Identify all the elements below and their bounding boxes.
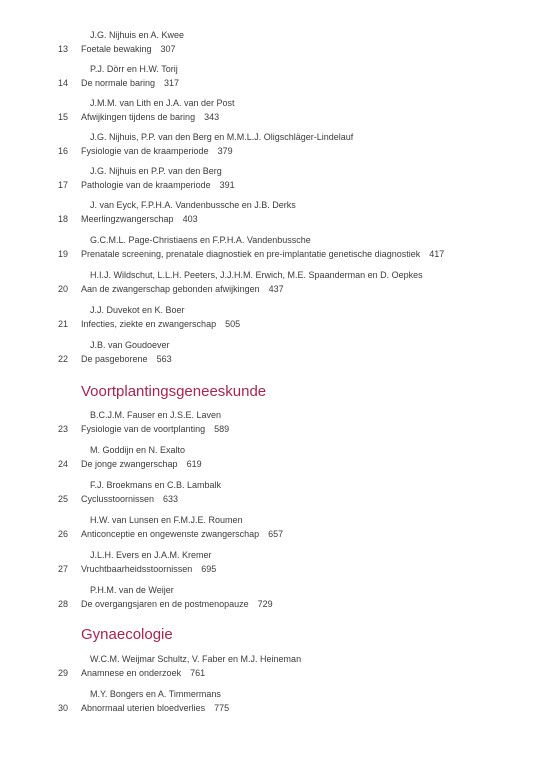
chapter-page: 589 [214, 424, 230, 434]
chapter-page: 437 [268, 284, 284, 294]
chapter-authors: J.M.M. van Lith en J.A. van der Post [90, 98, 235, 108]
chapter-title: Abnormaal uterien bloedverlies [81, 703, 206, 713]
chapter-title: Cyclusstoornissen [81, 494, 155, 504]
chapter-authors: J.L.H. Evers en J.A.M. Kremer [90, 550, 212, 560]
chapter-number: 22 [58, 354, 69, 364]
chapter-authors: M.Y. Bongers en A. Timmermans [90, 689, 221, 699]
chapter-title-line [81, 668, 205, 679]
chapter-title: Prenatale screening, prenatale diagnostiek en pre-implantatie genetische diagnostiek [81, 249, 421, 259]
chapter-number: 21 [58, 319, 69, 329]
chapter-title: Anamnese en onderzoek [81, 668, 182, 678]
chapter-title: De overgangsjaren en de postmenopauze [81, 599, 249, 609]
chapter-page: 619 [186, 459, 202, 469]
chapter-number: 20 [58, 284, 69, 294]
chapter-page: 417 [429, 249, 445, 259]
chapter-authors: J.G. Nijhuis en P.P. van den Berg [90, 166, 222, 176]
chapter-title: Aan de zwangerschap gebonden afwijkingen [81, 284, 260, 294]
chapter-number: 13 [58, 44, 69, 54]
chapter-title: Fysiologie van de voortplanting [81, 424, 206, 434]
chapter-title: De jonge zwangerschap [81, 459, 178, 469]
section-heading-voortplantingsgeneeskunde: Voortplantingsgeneeskunde [81, 383, 267, 400]
chapter-page: 307 [160, 44, 176, 54]
chapter-number: 29 [58, 668, 69, 678]
chapter-number: 27 [58, 564, 69, 574]
chapter-title: Infecties, ziekte en zwangerschap [81, 319, 217, 329]
chapter-title: Meerlingzwangerschap [81, 214, 174, 224]
chapter-page: 761 [190, 668, 206, 678]
chapter-title: Afwijkingen tijdens de baring [81, 112, 196, 122]
chapter-title: De normale baring [81, 78, 156, 88]
chapter-authors: P.H.M. van de Weijer [90, 585, 174, 595]
chapter-authors: J. van Eyck, F.P.H.A. Vandenbussche en J.B. Derks [90, 200, 296, 210]
section-heading-gynaecologie: Gynaecologie [81, 626, 173, 643]
chapter-authors: F.J. Broekmans en C.B. Lambalk [90, 480, 222, 490]
chapter-title-line [81, 78, 179, 89]
chapter-authors: G.C.M.L. Page-Christiaens en F.P.H.A. Vandenbussche [90, 235, 311, 245]
chapter-authors: J.B. van Goudoever [90, 340, 170, 350]
chapter-authors: P.J. Dörr en H.W. Torij [90, 64, 178, 74]
chapter-title-line [81, 146, 233, 157]
chapter-page: 391 [219, 180, 235, 190]
chapter-authors: J.G. Nijhuis en A. Kwee [90, 30, 185, 40]
chapter-page: 563 [156, 354, 172, 364]
chapter-page: 343 [204, 112, 220, 122]
chapter-number: 24 [58, 459, 69, 469]
chapter-authors: J.G. Nijhuis, P.P. van den Berg en M.M.L.J. Oligschläger-Lindelauf [90, 132, 354, 142]
chapter-number: 26 [58, 529, 69, 539]
chapter-page: 657 [268, 529, 284, 539]
chapter-page: 317 [164, 78, 180, 88]
chapter-authors: J.J. Duvekot en K. Boer [90, 305, 185, 315]
chapter-title-line [81, 214, 198, 225]
chapter-title: Fysiologie van de kraamperiode [81, 146, 209, 156]
chapter-number: 18 [58, 214, 69, 224]
chapter-number: 30 [58, 703, 69, 713]
chapter-page: 729 [257, 599, 273, 609]
chapter-title-line [81, 703, 229, 714]
chapter-page: 775 [214, 703, 230, 713]
chapter-number: 17 [58, 180, 69, 190]
chapter-title: Anticonceptie en ongewenste zwangerschap [81, 529, 260, 539]
chapter-number: 28 [58, 599, 69, 609]
chapter-title-line [81, 459, 202, 470]
chapter-authors: W.C.M. Weijmar Schultz, V. Faber en M.J. Heineman [90, 654, 302, 664]
chapter-title-line [81, 284, 284, 295]
chapter-title-line [81, 354, 172, 365]
chapter-title-line [81, 599, 273, 610]
chapter-number: 14 [58, 78, 69, 88]
chapter-number: 19 [58, 249, 69, 259]
chapter-page: 695 [201, 564, 217, 574]
chapter-title: Foetale bewaking [81, 44, 152, 54]
chapter-authors: B.C.J.M. Fauser en J.S.E. Laven [90, 410, 222, 420]
chapter-title-line [81, 494, 178, 505]
chapter-title-line [81, 564, 216, 575]
chapter-page: 505 [225, 319, 241, 329]
chapter-title-line [81, 424, 229, 435]
chapter-title-line [81, 180, 235, 191]
chapter-title-line [81, 529, 283, 540]
chapter-title-line [81, 44, 176, 55]
chapter-authors: H.I.J. Wildschut, L.L.H. Peeters, J.J.H.M. Erwich, M.E. Spaanderman en D. Oepkes [90, 270, 423, 280]
chapter-page: 633 [163, 494, 179, 504]
chapter-title-line [81, 319, 240, 330]
chapter-number: 15 [58, 112, 69, 122]
chapter-title: De pasgeborene [81, 354, 148, 364]
chapter-number: 16 [58, 146, 69, 156]
chapter-title-line [81, 249, 444, 260]
chapter-page: 403 [182, 214, 198, 224]
chapter-title: Pathologie van de kraamperiode [81, 180, 211, 190]
chapter-authors: H.W. van Lunsen en F.M.J.E. Roumen [90, 515, 243, 525]
chapter-title-line [81, 112, 219, 123]
chapter-number: 25 [58, 494, 69, 504]
chapter-number: 23 [58, 424, 69, 434]
chapter-title: Vruchtbaarheidsstoornissen [81, 564, 193, 574]
chapter-authors: M. Goddijn en N. Exalto [90, 445, 186, 455]
chapter-page: 379 [217, 146, 233, 156]
